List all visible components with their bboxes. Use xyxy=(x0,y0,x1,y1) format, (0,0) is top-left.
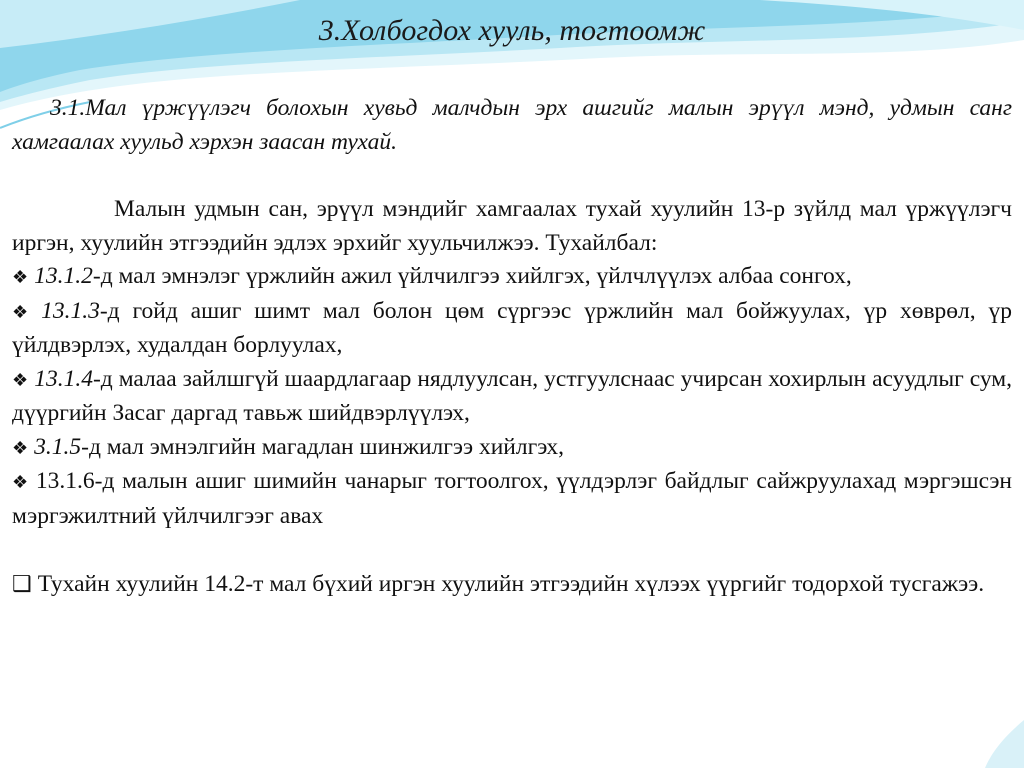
bullet-ref: 3.1.5 xyxy=(34,433,82,460)
bullet-item xyxy=(12,431,1012,466)
bullet-item xyxy=(12,465,1012,533)
diamond-bullet-icon: ❖ xyxy=(12,301,36,322)
bullet-text: 13.1.6-д малын ашиг шимийн чанарыг тогтоолгох, үүлдэрлэг байдлыг сайжруулахад мэргэшсэн мэргэжилтний үйлчилгээг авах xyxy=(12,468,1012,529)
closing-text: Тухайн хуулийн 14.2-т мал бүхий иргэн хуулийн этгээдийн хүлээх үүргийг тодорхой тусгажээ. xyxy=(37,571,985,597)
bullet-ref: 13.1.3 xyxy=(41,297,100,324)
slide-title: 3.Холбогдох хууль, тогтоомж xyxy=(318,14,706,47)
diamond-bullet-icon: ❖ xyxy=(12,472,30,492)
bullet-item xyxy=(12,295,1012,363)
checkbox-icon: ❑ xyxy=(12,571,32,596)
bullet-text: -д мал эмнэлгийн магадлан шинжилгээ хийлгэх, xyxy=(81,433,565,460)
intro-paragraph: Малын удмын сан, эрүүл мэндийг хамгаалах тухай хуулийн 13-р зүйлд мал үржүүлэгч иргэн, хуулийн этгээдийн эдлэх эрхийг хуульчилжээ. Тухайлбал: xyxy=(12,196,1012,256)
bullet-ref: 13.1.4 xyxy=(34,365,93,392)
closing-paragraph xyxy=(12,567,1012,602)
spacer xyxy=(12,533,1012,567)
bullet-item xyxy=(12,260,1012,295)
bullet-item xyxy=(12,363,1012,431)
diamond-bullet-icon: ❖ xyxy=(12,369,29,390)
diamond-bullet-icon: ❖ xyxy=(12,267,29,287)
bullet-text: -д мал эмнэлэг үржлийн ажил үйлчилгээ хийлгэх, үйлчлүүлэх албаа сонгох, xyxy=(92,263,852,289)
bullet-text: -д малаа зайлшгүй шаардлагаар нядлуулсан, устгуулснаас учирсан хохирлын асуудлыг сум, дүүргийн Засаг даргад тавьж шийдвэрлүүлэх, xyxy=(12,365,1013,426)
spacer xyxy=(12,159,1012,193)
diamond-bullet-icon: ❖ xyxy=(12,437,29,458)
bullet-text: -д гойд ашиг шимт мал болон цөм сүргээс үржлийн мал бойжуулах, үр хөврөл, үр үйлдвэрлэх, худалдан борлуулах, xyxy=(12,297,1012,358)
slide-content xyxy=(12,92,1012,602)
bullet-ref: 13.1.2 xyxy=(34,263,93,289)
section-heading: 3.1.Мал үржүүлэгч болохын хувьд малчдын эрх ашгийг малын эрүүл мэнд, удмын санг хамгаалах хуульд хэрхэн заасан тухай. xyxy=(12,95,1012,155)
